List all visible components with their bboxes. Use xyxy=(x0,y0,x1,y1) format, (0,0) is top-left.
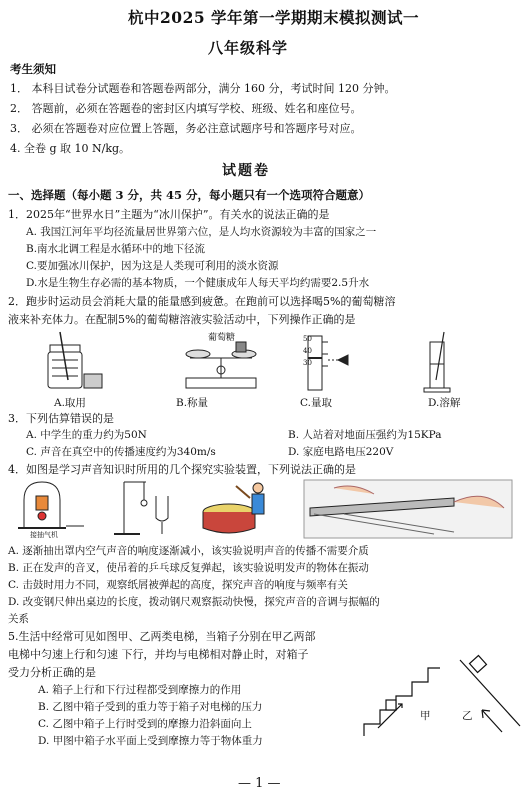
figure-d-dissolve xyxy=(424,332,450,392)
q2-figure-label: 葡萄糖 xyxy=(208,333,236,343)
q2-figures xyxy=(38,330,518,395)
q5-stem-line3: 受力分析正确的是 xyxy=(8,666,96,679)
q1-option-b: B.南水北调工程是水循环中的地下径流 xyxy=(26,243,206,255)
figure-b-balance xyxy=(186,342,256,388)
part1-heading: 一、选择题（每小题 3 分，共 45 分，每小题只有一个选项符合题意） xyxy=(8,188,371,202)
q5-label-yi: 乙 xyxy=(462,710,473,722)
q5-stem-line1: 5.生活中经常可见如图甲、乙两类电梯，当箱子分别在甲乙两部 xyxy=(8,630,316,643)
q2-cylinder-ticks xyxy=(303,333,312,369)
q2-stem-line2: 液来补充体力。在配制5%的葡萄糖溶液实验活动中，下列操作正确的是 xyxy=(8,313,356,326)
section-title: 试题卷 xyxy=(222,163,270,179)
figure-ruler xyxy=(304,480,512,538)
q3-option-a: A. 中学生的重力约为50N xyxy=(26,429,147,441)
tick-30: 30 xyxy=(303,359,312,367)
q5-option-b: B. 乙图中箱子受到的重力等于箱子对电梯的压力 xyxy=(38,701,263,713)
q2-caption-a: A.取用 xyxy=(54,397,86,409)
q5-label-jia: 甲 xyxy=(420,710,431,722)
figure-tuning-fork xyxy=(114,482,168,534)
q2-caption-d: D.溶解 xyxy=(428,397,461,409)
q5-stem-line2: 电梯中匀速上行和匀速 下行，并均与电梯相对静止时，对箱子 xyxy=(8,648,309,661)
q5-option-c: C. 乙图中箱子上行时受到的摩擦力沿斜面向上 xyxy=(38,718,252,730)
q4-option-d: D. 改变钢尺伸出桌边的长度，拨动钢尺观察振动快慢，探究声音的音调与振幅的 xyxy=(8,596,380,608)
q4-stem: 4．如图是学习声音知识时所用的几个探究实验装置，下列说法正确的是 xyxy=(8,463,356,476)
q1-stem: 1．2025年“世界水日”主题为“冰川保护”。有关水的说法正确的是 xyxy=(8,208,330,221)
q4-option-d-cont: 关系 xyxy=(8,613,29,625)
q1-option-c: C.要加强冰川保护，因为这是人类现可利用的淡水资源 xyxy=(26,260,279,272)
figure-a-jar xyxy=(48,332,102,388)
q3-stem: 3．下列估算错误的是 xyxy=(8,412,114,425)
figure-bell-jar xyxy=(18,482,84,528)
tick-50: 50 xyxy=(303,335,312,343)
q2-caption-c: C.量取 xyxy=(300,397,332,409)
exam-title: 杭中2025 学年第一学期期末模拟测试一 xyxy=(128,8,420,27)
q1-option-d: D.水是生物生存必需的基本物质，一个健康成年人每天平均约需要2.5升水 xyxy=(26,277,370,289)
notice-item-4: 4. 全卷 g 取 10 N/kg。 xyxy=(10,142,131,155)
elevator-jia-stairs xyxy=(364,668,440,736)
q1-option-a: A. 我国江河年平均径流量居世界第六位，是人均水资源较为丰富的国家之一 xyxy=(26,226,377,238)
q2-caption-b: B.称量 xyxy=(176,397,209,409)
notice-item-1: 1． 本科目试卷分试题卷和答题卷两部分，满分 160 分，考试时间 120 分钟。 xyxy=(10,82,396,95)
q4-option-a: A. 逐渐抽出罩内空气声音的响度逐渐减小，该实验说明声音的传播不需要介质 xyxy=(8,545,369,557)
figure-drum xyxy=(203,483,264,533)
q4-option-b: B. 正在发声的音叉，使吊着的乒乓球反复弹起，该实验说明发声的物体在振动 xyxy=(8,562,369,574)
exam-subject: 八年级科学 xyxy=(208,39,289,57)
notice-item-3: 3． 必须在答题卷对应位置上答题，务必注意试题序号和答题序号对应。 xyxy=(10,122,362,135)
q4-figure-label: 接抽气机 xyxy=(30,531,58,539)
figure-c-cylinder xyxy=(308,336,348,390)
q4-figures xyxy=(14,478,514,540)
q2-stem-line1: 2．跑步时运动员会消耗大量的能量感到疲惫。在跑前可以选择喝5%的葡萄糖溶 xyxy=(8,295,396,308)
page-number: — 1 — xyxy=(238,776,281,791)
q4-option-c: C. 击鼓时用力不同，观察纸屑被弹起的高度，探究声音的响度与频率有关 xyxy=(8,579,348,591)
q3-option-c: C. 声音在真空中的传播速度约为340m/s xyxy=(26,446,216,458)
q3-option-d: D. 家庭电路电压220V xyxy=(288,446,394,458)
notice-heading: 考生须知 xyxy=(10,62,56,76)
q3-option-b: B. 人站着对地面压强约为15KPa xyxy=(288,429,442,441)
tick-40: 40 xyxy=(303,347,312,355)
q5-elevator-figure xyxy=(362,640,522,740)
q5-option-d: D. 甲图中箱子水平面上受到摩擦力等于物体重力 xyxy=(38,735,263,747)
notice-item-2: 2． 答题前，必须在答题卷的密封区内填写学校、班级、姓名和座位号。 xyxy=(10,102,362,115)
q5-option-a: A. 箱子上行和下行过程都受到摩擦力的作用 xyxy=(38,684,242,696)
